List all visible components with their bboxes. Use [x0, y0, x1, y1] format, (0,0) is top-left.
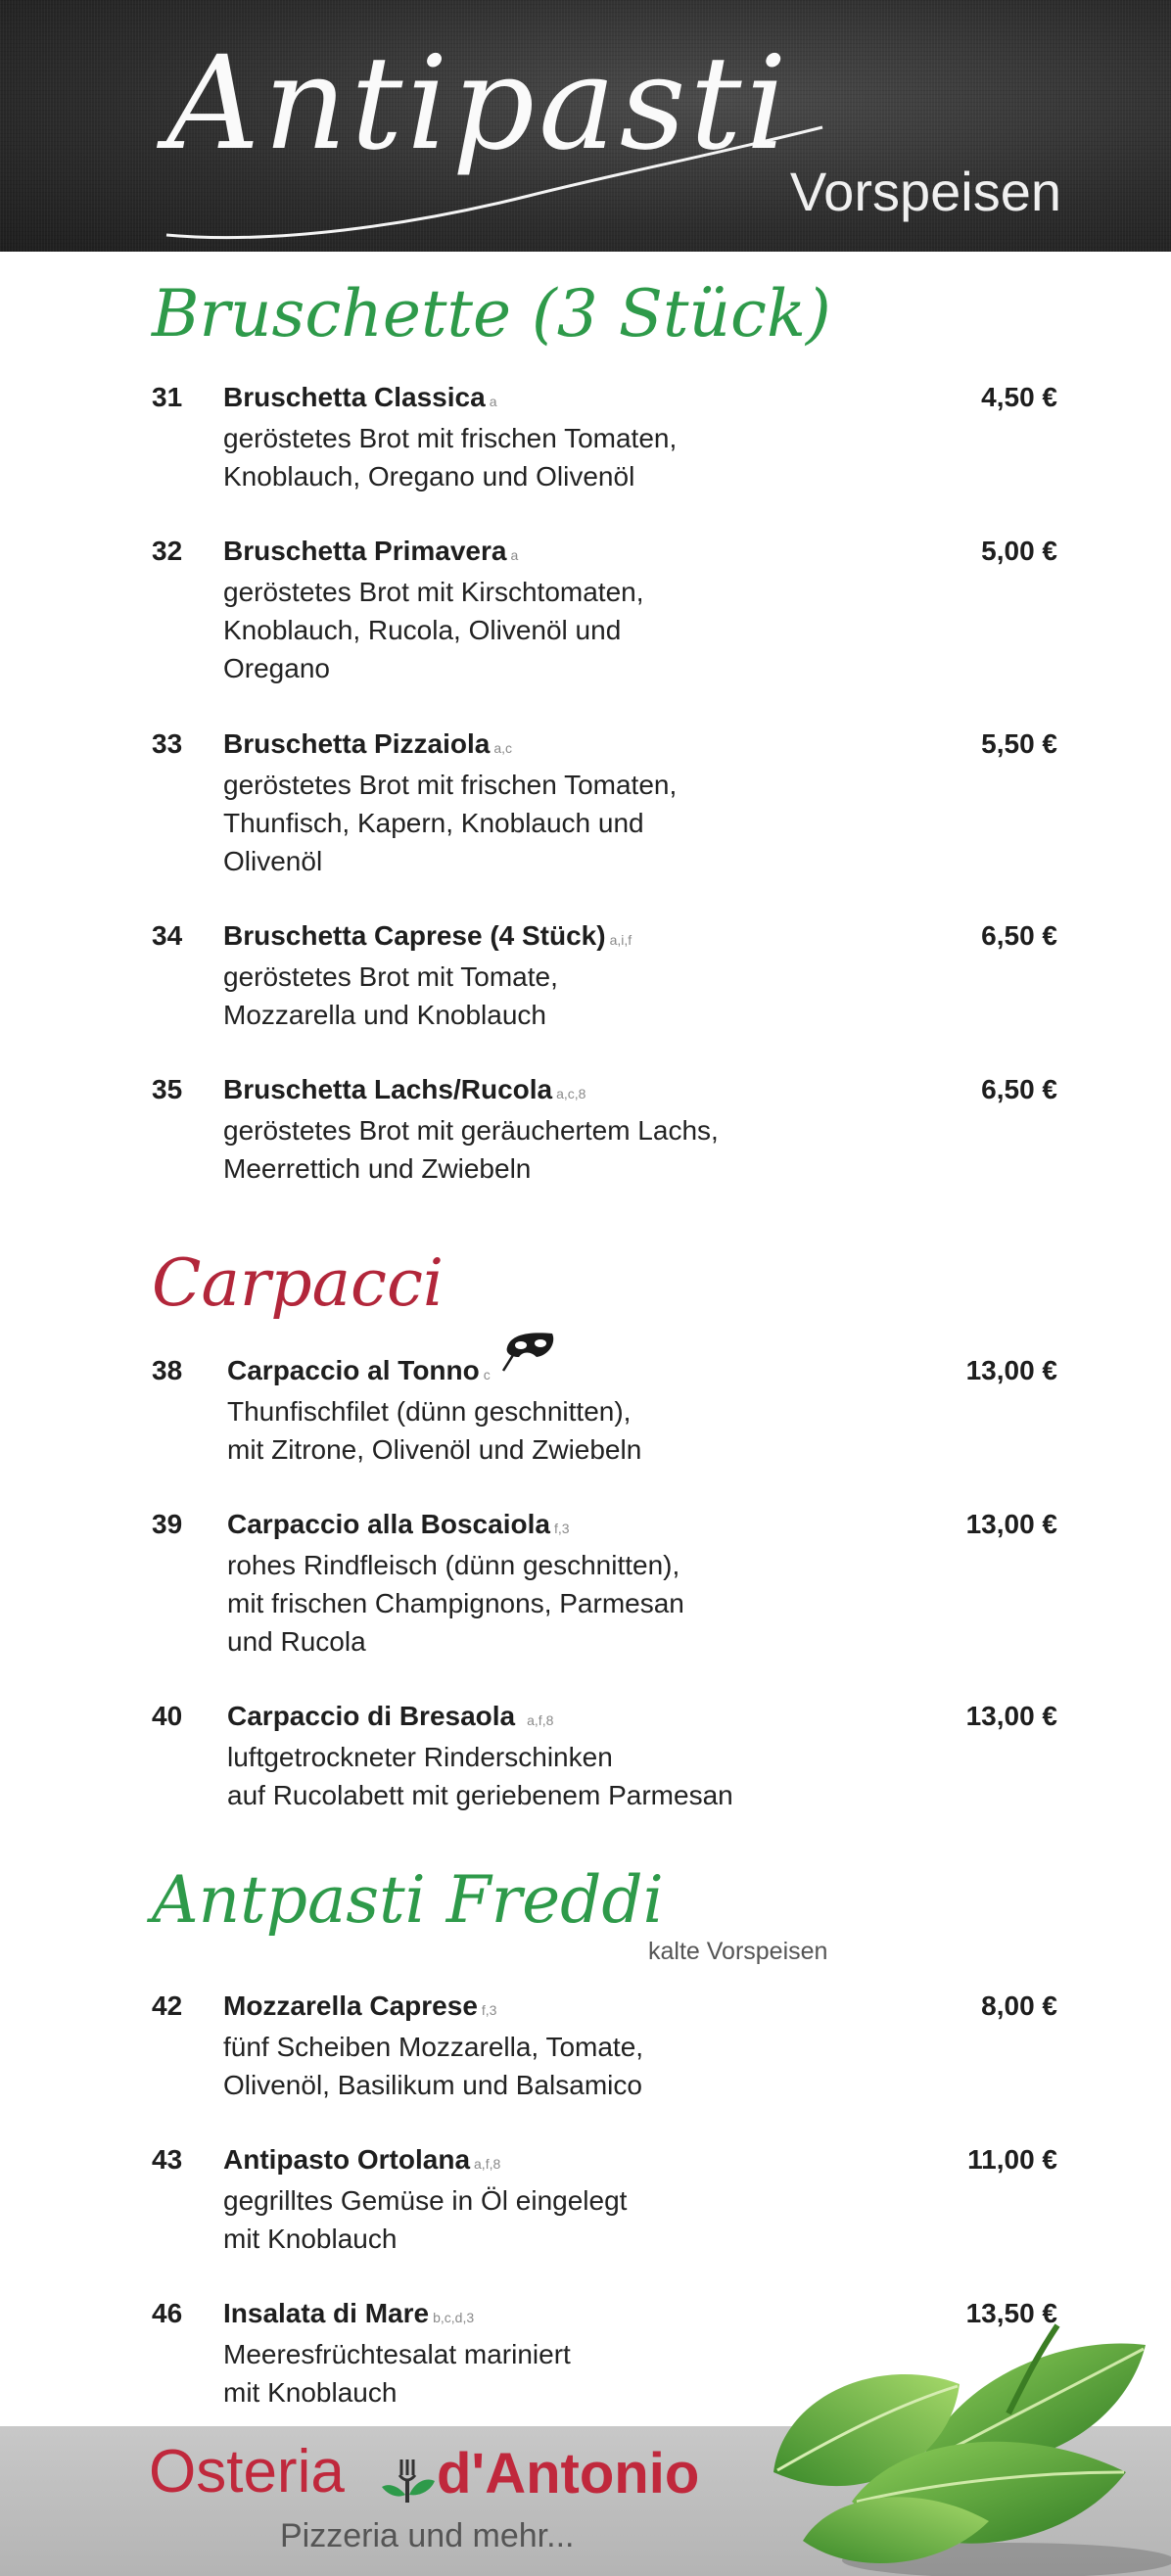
item-number: 33: [152, 728, 183, 759]
item-description: geröstetes Brot mit frischen Tomaten, Thunfisch, Kapern, Knoblauch und Olivenöl: [223, 770, 678, 876]
item-number: 35: [152, 1074, 183, 1104]
item-name: Bruschetta Pizzaiola a,c: [223, 728, 512, 759]
section-title-freddi: Antpasti Freddi: [152, 1862, 664, 1938]
item-number: 46: [152, 2298, 183, 2328]
item-name: Bruschetta Caprese (4 Stück) a,i,f: [223, 920, 632, 951]
item-price: 5,50 €: [981, 728, 1057, 759]
item-number: 42: [152, 1991, 183, 2021]
item-number: 40: [152, 1701, 183, 1731]
item-name: Mozzarella Caprese f,3: [223, 1991, 497, 2021]
fork-leaf-icon: [380, 2456, 439, 2505]
item-allergens: a,c: [493, 740, 512, 756]
item-name: Bruschetta Lachs/Rucola a,c,8: [223, 1074, 586, 1104]
item-name: Carpaccio di Bresaola a,f,8: [227, 1701, 554, 1731]
item-price: 13,00 €: [965, 1701, 1057, 1731]
brand-name-right: d'Antonio: [437, 2442, 700, 2506]
item-name: Insalata di Mare b,c,d,3: [223, 2298, 475, 2328]
item-price: 8,00 €: [981, 1991, 1057, 2021]
item-price: 13,50 €: [965, 2298, 1057, 2328]
header-banner: [0, 0, 1171, 252]
item-description: gegrilltes Gemüse in Öl eingelegt mit Knoblauch: [223, 2185, 628, 2254]
item-number: 38: [152, 1355, 183, 1385]
item-description: Meeresfrüchtesalat mariniert mit Knoblauch: [223, 2339, 571, 2408]
item-description: Thunfischfilet (dünn geschnitten), mit Zitrone, Olivenöl und Zwiebeln: [227, 1396, 642, 1465]
item-allergens: f,3: [481, 2002, 497, 2018]
item-description: geröstetes Brot mit frischen Tomaten, Knoblauch, Oregano und Olivenöl: [223, 423, 678, 492]
item-allergens: f,3: [553, 1521, 570, 1536]
page-title: Antipasti: [166, 28, 791, 179]
item-allergens: a,f,8: [474, 2156, 501, 2172]
item-number: 34: [152, 920, 183, 951]
item-description: luftgetrockneter Rinderschinken auf Rucolabett mit geriebenem Parmesan: [227, 1742, 733, 1810]
section-title-bruschette: Bruschette (3 Stück): [152, 276, 831, 351]
item-price: 4,50 €: [981, 382, 1057, 412]
item-price: 13,00 €: [965, 1355, 1057, 1385]
item-allergens: a,c,8: [556, 1086, 586, 1101]
item-number: 31: [152, 382, 183, 412]
item-price: 13,00 €: [965, 1509, 1057, 1539]
item-price: 6,50 €: [981, 1074, 1057, 1104]
item-allergens: a,f,8: [527, 1712, 554, 1728]
item-allergens: b,c,d,3: [433, 2310, 475, 2325]
item-price: 11,00 €: [967, 2144, 1057, 2175]
item-description: rohes Rindfleisch (dünn geschnitten), mit frischen Champignons, Parmesan und Rucola: [227, 1550, 684, 1657]
item-number: 32: [152, 536, 183, 566]
section-note: kalte Vorspeisen: [648, 1938, 828, 1965]
item-name: Bruschetta Classica a: [223, 382, 497, 412]
item-name: Carpaccio alla Boscaiola f,3: [227, 1509, 570, 1539]
brand-name-left: Osteria: [149, 2438, 345, 2506]
item-name: Carpaccio al Tonno c: [227, 1355, 491, 1385]
item-allergens: c: [483, 1367, 491, 1382]
item-description: geröstetes Brot mit Kirschtomaten, Knoblauch, Rucola, Olivenöl und Oregano: [223, 577, 644, 683]
item-number: 39: [152, 1509, 183, 1539]
item-allergens: a: [510, 547, 519, 563]
page-subtitle: Vorspeisen: [789, 161, 1061, 222]
section-title-carpacci: Carpacci: [152, 1245, 445, 1321]
item-description: geröstetes Brot mit Tomate, Mozzarella und Knoblauch: [223, 961, 558, 1030]
item-description: fünf Scheiben Mozzarella, Tomate, Olivenöl, Basilikum und Balsamico: [223, 2032, 644, 2100]
item-allergens: a,i,f: [609, 932, 632, 948]
brand-tagline: Pizzeria und mehr...: [280, 2517, 575, 2554]
carnival-mask-icon: [501, 1328, 560, 1373]
item-name: Bruschetta Primavera a: [223, 536, 519, 566]
item-price: 5,00 €: [981, 536, 1057, 566]
item-name: Antipasto Ortolana a,f,8: [223, 2144, 501, 2175]
item-price: 6,50 €: [981, 920, 1057, 951]
basil-leaves-image: [715, 2316, 1171, 2576]
item-allergens: a: [489, 394, 497, 409]
item-description: geröstetes Brot mit geräuchertem Lachs, Meerrettich und Zwiebeln: [223, 1115, 719, 1184]
item-number: 43: [152, 2144, 183, 2175]
